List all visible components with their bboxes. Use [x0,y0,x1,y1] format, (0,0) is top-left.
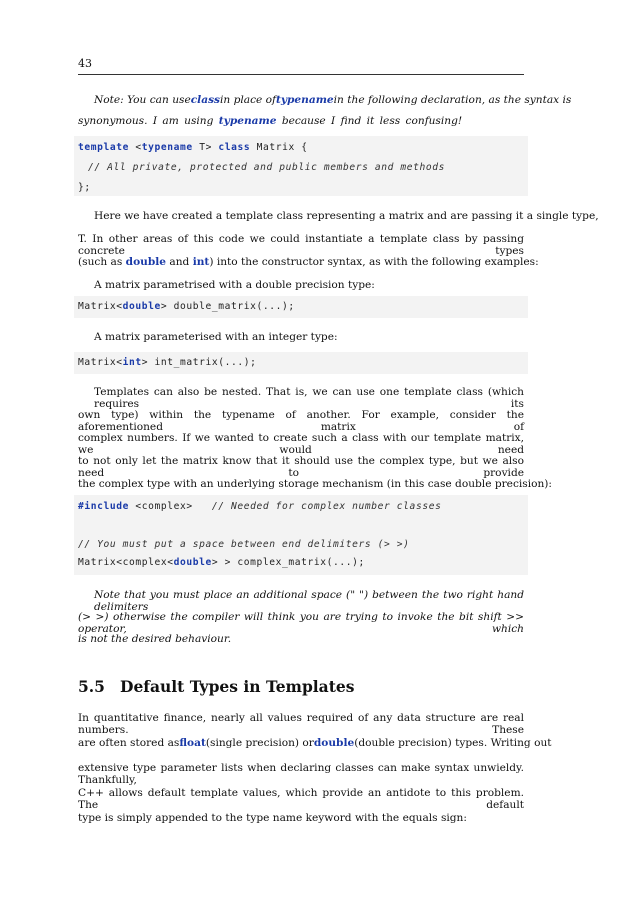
code-block-complex-matrix [74,495,528,575]
code-block-template-class [74,136,528,196]
code4-line3: Matrix<complex<double> > complex_matrix(...); [78,557,365,568]
code3-line: Matrix<int> int_matrix(...); [78,357,257,368]
section-title: Default Types in Templates [120,677,355,696]
code4-line2: // You must put a space between end delimiters (> >) [78,539,410,550]
note1-line1: Note: You can use class in place of typename in the following declaration, as the syntax is [94,94,572,106]
para4-line2: are often stored as float (single precision) or double (double precision) types. Writing out [78,737,552,749]
code1-line2: // All private, protected and public members and methods [88,162,446,173]
code2-line: Matrix<double> double_matrix(...); [78,301,295,312]
section-number: 5.5 [78,677,105,696]
note1-line2: synonymous. I am using typename because I find it less confusing! [78,115,463,127]
code-block-double-matrix [74,296,528,318]
section-heading [78,677,354,696]
code4-line1: #include <complex> // Needed for complex number classes [78,501,442,512]
para1-line4: A matrix parametrised with a double precision type: [94,279,375,291]
page-number: 43 [78,57,92,70]
para1-line3: (such as double and int) into the constructor syntax, as with the following examples: [78,256,539,268]
code-block-int-matrix [74,352,528,374]
code1-line3: }; [78,182,91,193]
document-page: 43 Note: You can use class in place of typename in the following declaration, as the syntax is synonymous. I am using typename because I find it less confusing! template <typename T> class Matrix { // All private, protected and public members and methods }; Here we have created a template class representing a matrix and are passing it a single type, T. In other areas of this code we could instantiate a template class by passing concrete types (such as double and int) into the constructor syntax, as with the following examples: A matrix parametrised with a double precision type: Matrix<double> double_matrix(...); A matrix parameterised with an integer type: Matrix<int> int_matrix(...); Templates can also be nested. That is, we can use one template class (which requires its own type) within the typename of another. For example, consider the aforementioned matrix of complex numbers. If we wanted to create such a class with our template matrix, we would need to not only let the matrix know that it should use the complex type, but we also need to provide the complex type with an underlying storage mechanism (in this case double precision): #include <complex> // Needed for complex number classes // You must put a space between end delimiters (> >) Matrix<complex<double> > complex_matrix(...); Note that you must place an additional space (" ") between the two right hand delimiters (> >) otherwise the compiler will think you are trying to invoke the bit shift >> operator, which is not the desired behaviour. 5.5 Default Types in Templates In quantitative finance, nearly all values required of any data structure are real numbers. These are often stored as float (single precision) or double (double precision) types. Writing out extensive type parameter lists when declaring classes can make syntax unwieldy. Thankfully, C++ allows default template values, which provide an antidote to this problem. The default type is simply appended to the type name keyword with the equals sign: [0,0,638,902]
para1-line1: Here we have created a template class representing a matrix and are passing it a single type, [94,210,599,222]
para1-line2: T. In other areas of this code we could instantiate a template class by passing concrete types [78,233,524,257]
code1-line1: template <typename T> class Matrix { [78,142,308,153]
page-header [78,57,524,75]
